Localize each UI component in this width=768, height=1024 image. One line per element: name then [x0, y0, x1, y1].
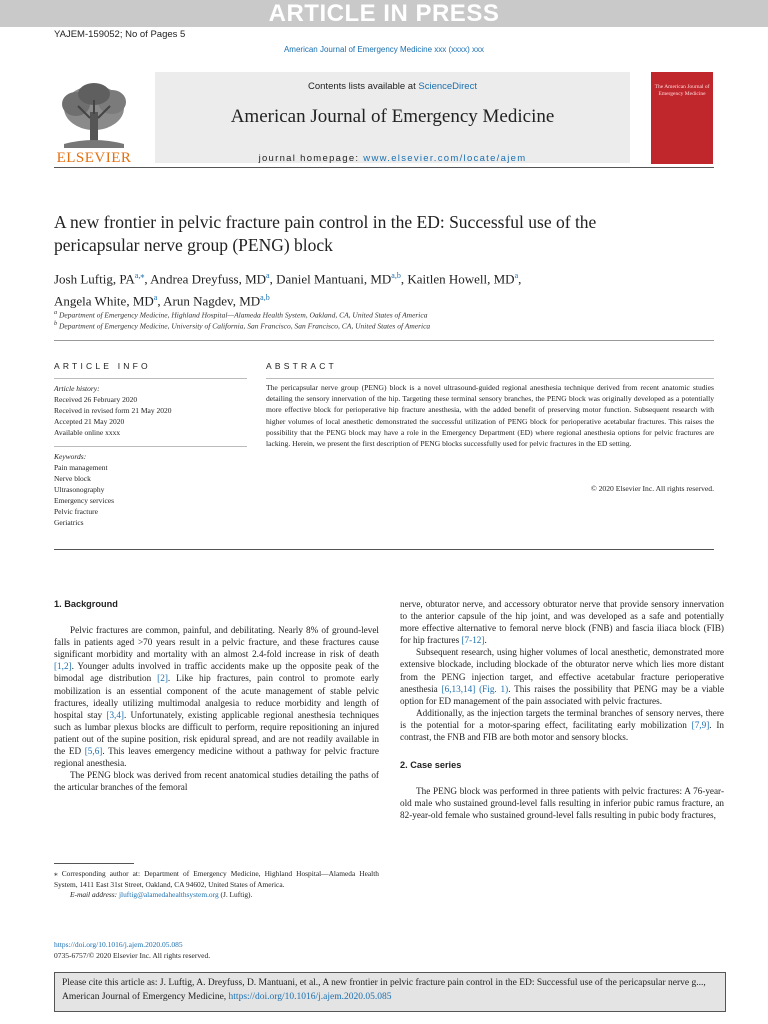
- author-affiliation-mark[interactable]: a: [153, 293, 158, 303]
- history-item: Accepted 21 May 2020: [54, 417, 125, 426]
- body-right-column: [400, 598, 724, 822]
- affiliation-text: Department of Emergency Medicine, Highland Hospital—Alameda Health System, Oakland, CA, United States of America: [59, 310, 428, 320]
- author-name[interactable]: Daniel Mantuani, MD: [276, 271, 392, 287]
- paragraph-background-2-cont: nerve, obturator nerve, and accessory obturator nerve that provide sensory innervation to the anterior capsule of the hip joint, and was developed as a safe and potentially more effective alternative to femoral nerve block (FNB) and fascia iliaca block (FIB) for hip fractures [7-12].: [400, 599, 724, 646]
- citation-doi-link[interactable]: https://doi.org/10.1016/j.ajem.2020.05.085: [228, 991, 392, 1002]
- paragraph-background-2: The PENG block was derived from recent anatomical studies detailing the paths of the articular branches of the femoral: [54, 770, 379, 793]
- citation-link[interactable]: [1,2]: [54, 661, 72, 672]
- author-separator: ,: [400, 271, 408, 287]
- citation-text: [62, 977, 718, 1004]
- keyword-item: Geriatrics: [54, 518, 84, 527]
- author-affiliation-mark[interactable]: a: [266, 271, 270, 280]
- author-affiliation-mark[interactable]: a,⁎: [134, 271, 145, 280]
- history-item: Received 26 February 2020: [54, 395, 138, 404]
- author-name[interactable]: Angela White, MD: [54, 293, 154, 309]
- citation-link[interactable]: [7-12]: [461, 635, 485, 646]
- author-name[interactable]: Kaitlen Howell, MD: [407, 271, 515, 287]
- author-affiliation-mark[interactable]: a: [514, 271, 519, 280]
- author-separator: ,: [157, 293, 164, 309]
- email-label: E-mail address:: [70, 890, 119, 900]
- author-name[interactable]: Arun Nagdev, MD: [163, 293, 261, 309]
- email-suffix: (J. Luftig).: [218, 890, 253, 900]
- footnote-rule: [54, 863, 134, 864]
- keyword-item: Pelvic fracture: [54, 507, 98, 516]
- keyword-item: Ultrasonography: [54, 485, 105, 494]
- cover-title: The American Journal of Emergency Medicine: [654, 84, 710, 97]
- article-info-heading: ARTICLE INFO: [54, 361, 151, 371]
- homepage-prefix: journal homepage:: [258, 153, 364, 164]
- paragraph-background-3: Subsequent research, using higher volumes of local anesthetic, demonstrated more extensive blockade, including blockade of the obturator nerve which lies more distant from the PENG injection target, and effective acetabular fracture perioperative anesthesia [6,13,14] (Fig. 1). This raises the possibility that PENG may be a viable option for ED management of the pain associated with pelvic fractures.: [400, 647, 725, 706]
- keyword-item: Pain management: [54, 463, 108, 472]
- author-list: [54, 266, 714, 311]
- affiliation-text: Department of Emergency Medicine, University of California, San Francisco, San Francisco, CA, United States of America: [59, 321, 431, 331]
- masthead-rule: [54, 167, 714, 168]
- citation-link[interactable]: [2]: [157, 673, 168, 684]
- article-history: [54, 383, 247, 438]
- author-separator: ,: [144, 271, 151, 287]
- abstract-copyright: © 2020 Elsevier Inc. All rights reserved.: [590, 484, 714, 493]
- article-title: A new frontier in pelvic fracture pain control in the ED: Successful use of the pericapsular nerve group (PENG) block: [54, 212, 597, 255]
- corresponding-author-text: ⁎ Corresponding author at: Department of Emergency Medicine, Highland Hospital—Alameda Health System, 1411 East 31st Street, Oakland, CA 94602, United States of America.: [54, 869, 379, 889]
- history-label: Article history:: [54, 384, 100, 393]
- article-info-rule: [54, 378, 247, 379]
- figure-link[interactable]: (Fig. 1): [479, 683, 509, 694]
- doi-link[interactable]: https://doi.org/10.1016/j.ajem.2020.05.085: [54, 940, 183, 949]
- author-separator: ,: [518, 271, 522, 287]
- sciencedirect-link[interactable]: ScienceDirect: [418, 81, 477, 92]
- paragraph-background-4: Additionally, as the injection targets the terminal branches of sensory nerves, there is the potential for a motor-sparing effect, facilitating early mobilization [7,9]. In contrast, the FNB and FIB are both motor and sensory blocks.: [400, 707, 725, 743]
- issn-line: 0735-6757/© 2020 Elsevier Inc. All rights reserved.: [54, 951, 211, 960]
- abstract-rule: [266, 378, 714, 379]
- body-left-column: [54, 598, 379, 793]
- affiliation-a: [54, 309, 714, 320]
- affiliation-mark: b: [54, 320, 58, 327]
- affiliation-mark: a: [54, 309, 58, 316]
- citation-link[interactable]: [7,9]: [691, 719, 710, 730]
- journal-title: American Journal of Emergency Medicine: [230, 106, 555, 127]
- keyword-item: Emergency services: [54, 496, 115, 505]
- citation-link[interactable]: [6,13,14]: [441, 683, 476, 694]
- journal-reference-link[interactable]: American Journal of Emergency Medicine xxx (xxxx) xxx: [283, 45, 485, 54]
- citation-link[interactable]: [5,6]: [84, 746, 103, 757]
- keyword-item: Nerve block: [54, 474, 91, 483]
- journal-homepage-link[interactable]: www.elsevier.com/locate/ajem: [363, 153, 527, 164]
- section-heading-case-series: 2. Case series: [400, 760, 462, 771]
- author-separator: ,: [269, 271, 277, 287]
- affiliation-divider: [54, 340, 714, 341]
- body-divider: [54, 549, 714, 550]
- abstract-text: The pericapsular nerve group (PENG) block is a novel ultrasound-guided regional anesthesia technique derived from recent anatomic studies detailing the sensory innervation of the hip. Targeting these terminal sensory branches, the PENG block was originally developed as a potentially more effective block for perioperative hip fracture anesthesia, with the added benefit of preserving motor function. Subsequent research with higher volumes of local anesthetic demonstrated the successful utilization of PENG block for perioperative acetabular fractures. This raises the possibility that the PENG block may have a role in the Emergency Department (ED) where regional anesthesia options for pelvic fractures are lacking. Herein, we present the first description of PENG blocks successfully used for pelvic fractures in the ED setting.: [266, 383, 714, 449]
- article-in-press-banner: ARTICLE IN PRESS: [0, 0, 768, 27]
- history-item: Received in revised form 21 May 2020: [54, 406, 172, 415]
- keywords-list: [54, 451, 247, 528]
- author-name[interactable]: Josh Luftig, PA: [54, 271, 135, 287]
- email-link[interactable]: jluftig@alamedahealthsystem.org: [119, 890, 219, 900]
- author-name[interactable]: Andrea Dreyfuss, MD: [150, 271, 267, 287]
- history-divider: [54, 446, 247, 447]
- journal-homepage-line: [155, 153, 630, 164]
- contents-line: [155, 81, 630, 92]
- citation-body: Please cite this article as: J. Luftig, A. Dreyfuss, D. Mantuani, et al., A new frontier in pelvic fracture pain control in the ED: Successful use of the pericapsular nerve g..., American Journal of Emergency Medicine,: [62, 978, 706, 1002]
- history-item: Available online xxxx: [54, 428, 121, 437]
- section-heading-background: 1. Background: [54, 599, 118, 609]
- paragraph-background-1: Pelvic fractures are common, painful, and debilitating. Nearly 8% of ground-level falls in patients aged >70 years result in a pelvic fracture, and these fractures cause significant morbidity and mortality with an almost 2.4-fold increase in risk of death [1,2]. Younger adults involved in traffic accidents make up the opposite peak of the bimodal age distribution [2]. Like hip fractures, pain control to promote early mobilization is an essential component of the acute management of stable pelvic fractures, ideally utilizing multimodal analgesia to reduce morbidity and length of hospital stay [3,4]. Unfortunately, existing applicable regional anesthesia techniques such as lumbar plexus blocks are difficult to perform, require repositioning an injured patient out of the supine position, risk epidural spread, and are not readily available in the ED [5,6]. This leaves emergency medicine without a pathway for pelvic fracture regional anesthesia.: [54, 625, 379, 769]
- author-affiliation-mark[interactable]: a,b: [260, 293, 270, 303]
- manuscript-reference-id: YAJEM-159052; No of Pages 5: [54, 29, 186, 40]
- affiliation-b: [54, 320, 714, 331]
- contents-prefix: Contents lists available at: [308, 81, 419, 92]
- keywords-label: Keywords:: [54, 452, 87, 461]
- abstract-heading: ABSTRACT: [266, 361, 337, 371]
- paragraph-case-series-1: The PENG block was performed in three patients with pelvic fractures: A 76-year-old male who sustained ground-level falls resulting in inferior pubic ramus fracture, an 82-year-old female who sustained ground-level falls resulting in pubic body fractures,: [400, 786, 724, 821]
- elsevier-wordmark: ELSEVIER: [56, 150, 132, 166]
- author-affiliation-mark[interactable]: a,b: [391, 271, 401, 280]
- corresponding-author-footnote: [54, 869, 379, 901]
- citation-link[interactable]: [3,4]: [106, 709, 124, 720]
